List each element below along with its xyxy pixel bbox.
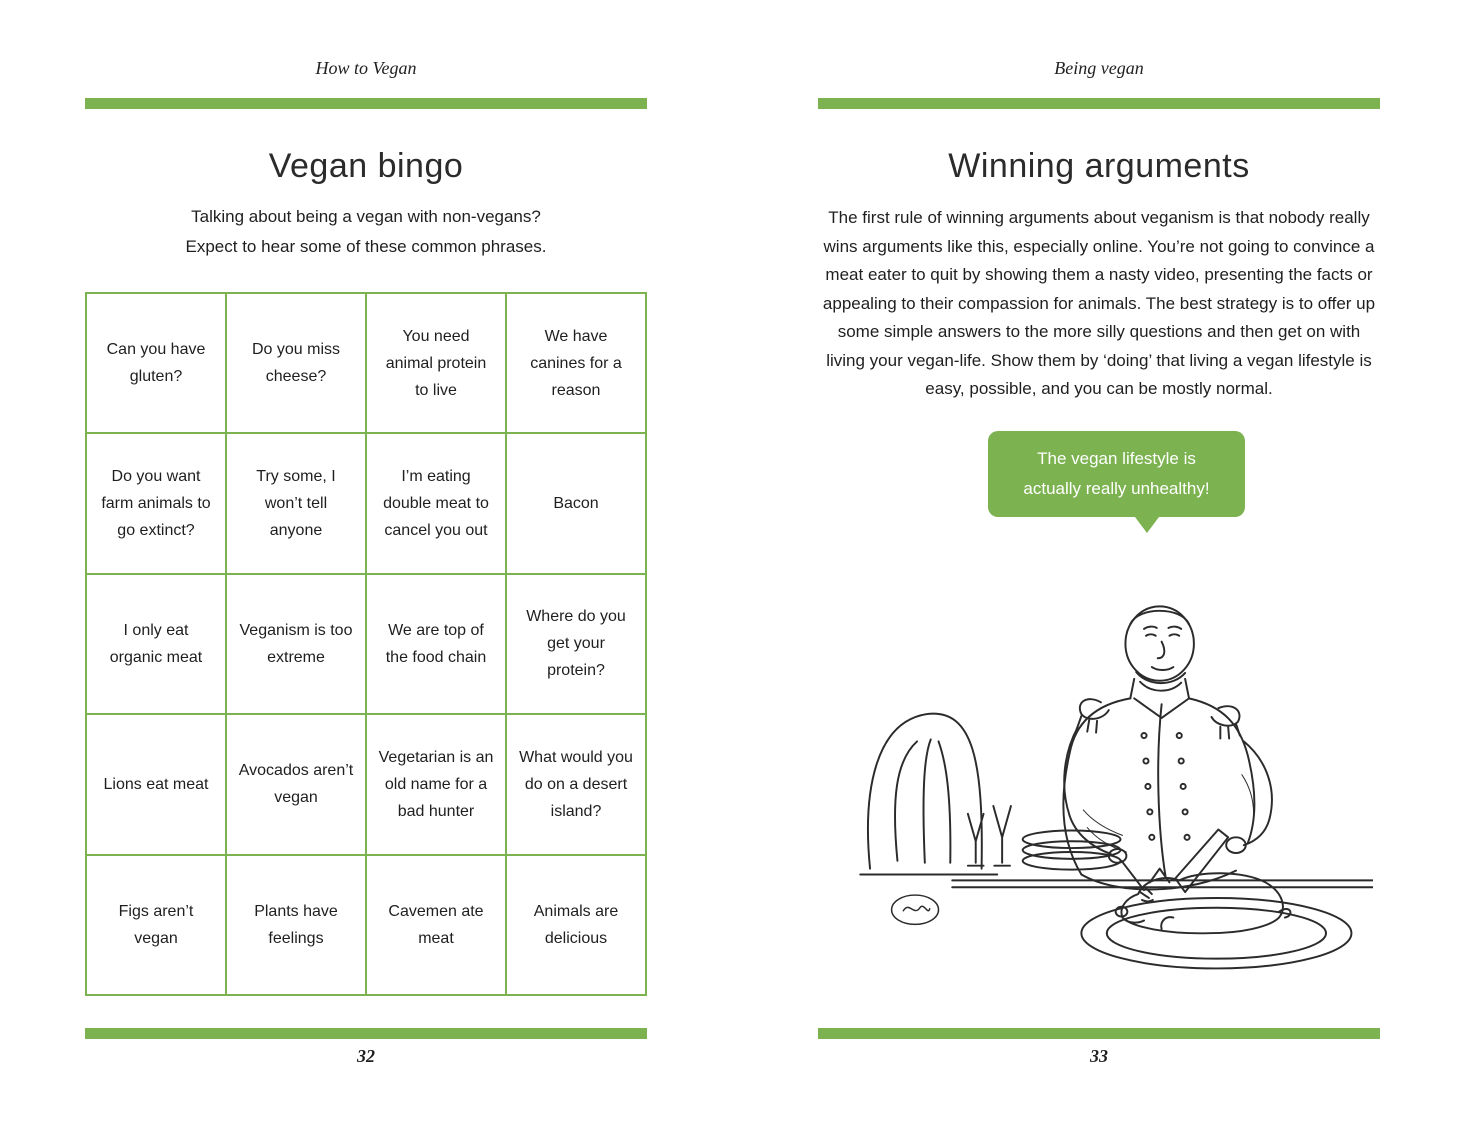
bingo-cell-text: I’m eating double meat to cancel you out (383, 468, 489, 540)
bingo-cell (507, 294, 645, 432)
speech-bubble-row (818, 431, 1380, 532)
top-rule (85, 98, 647, 109)
bingo-cell (367, 856, 505, 994)
page-number: 32 (357, 1046, 375, 1066)
bingo-cell-text: Where do you get your protein? (526, 608, 626, 680)
bingo-cell-text: I only eat organic meat (109, 621, 203, 666)
speech-bubble-tail (1135, 517, 1159, 533)
bingo-cell-text: Lions eat meat (103, 775, 209, 793)
bingo-cell (507, 575, 645, 713)
bingo-cell-text: Animals are delicious (533, 902, 619, 947)
bingo-cell-text: Figs aren’t vegan (118, 902, 194, 947)
left-page (85, 0, 647, 1123)
carving-illustration (825, 534, 1373, 988)
bingo-cell (367, 294, 505, 432)
bingo-cell (87, 294, 225, 432)
bingo-cell (87, 575, 225, 713)
right-page (818, 0, 1380, 1123)
bingo-cell (227, 294, 365, 432)
page-number: 33 (1090, 1046, 1108, 1066)
bingo-cell-text: You need animal protein to live (385, 327, 487, 399)
bingo-cell (227, 856, 365, 994)
bingo-cell-text: Vegetarian is an old name for a bad hunter (378, 748, 494, 820)
bingo-cell (367, 715, 505, 853)
bingo-cell-text: Veganism is too extreme (239, 621, 353, 666)
bingo-cell-text: We have canines for a reason (530, 327, 622, 399)
pig-on-platter (1081, 868, 1351, 968)
bingo-cell (87, 856, 225, 994)
bingo-cell-text: Do you want farm animals to go extinct? (101, 468, 211, 540)
bingo-cell (227, 715, 365, 853)
subtitle-line: Expect to hear some of these common phrases. (185, 237, 547, 256)
bingo-cell-text: Can you have gluten? (106, 341, 206, 386)
bottom-rule (85, 1028, 647, 1039)
body-paragraph: The first rule of winning arguments about veganism is that nobody really wins arguments like this, especially online. You’re not going to convince a meat eater to quit by showing them a nasty video, presenting the facts or appealing to their compassion for animals. The best strategy is to offer up some simple answers to the more silly questions and then get on with living your vegan-life. Show them by ‘doing’ that living a vegan lifestyle is easy, possible, and you can be mostly normal. (822, 208, 1376, 398)
illustration-wrap (818, 534, 1380, 988)
plate-stack (1023, 830, 1121, 869)
bingo-cell (87, 715, 225, 853)
running-head: How to Vegan (315, 58, 417, 78)
bingo-cell (227, 575, 365, 713)
bingo-cell (87, 434, 225, 572)
bingo-cell (507, 434, 645, 572)
bingo-cell (227, 434, 365, 572)
bingo-cell-text: Plants have feelings (254, 902, 338, 947)
bingo-cell (367, 575, 505, 713)
speech-bubble (988, 431, 1245, 517)
general-figure (1063, 606, 1272, 898)
page-title: Vegan bingo (268, 147, 464, 185)
table-edge (952, 880, 1373, 887)
bingo-cell (507, 715, 645, 853)
page-title: Winning arguments (948, 147, 1250, 185)
wine-glasses (968, 806, 1011, 866)
bingo-cell (507, 856, 645, 994)
bingo-cell (367, 434, 505, 572)
bottom-rule (818, 1028, 1380, 1039)
bingo-cell-text: Avocados aren’t vegan (238, 762, 354, 807)
bingo-cell-text: We are top of the food chain (385, 621, 487, 666)
bingo-cell-text: Try some, I won’t tell anyone (256, 468, 336, 540)
running-head: Being vegan (1054, 58, 1144, 78)
artist-monogram (892, 895, 939, 924)
top-rule (818, 98, 1380, 109)
bingo-cell-text: What would you do on a desert island? (519, 748, 633, 820)
bingo-grid (85, 292, 647, 996)
bingo-cell-text: Cavemen ate meat (388, 902, 484, 947)
subtitle-line: Talking about being a vegan with non-vegans? (191, 207, 541, 226)
speech-bubble-text: The vegan lifestyle is actually really unhealthy! (1023, 448, 1210, 498)
bingo-cell-text: Do you miss cheese? (251, 341, 341, 386)
subtitle (85, 202, 647, 262)
bingo-cell-text: Bacon (553, 495, 599, 513)
